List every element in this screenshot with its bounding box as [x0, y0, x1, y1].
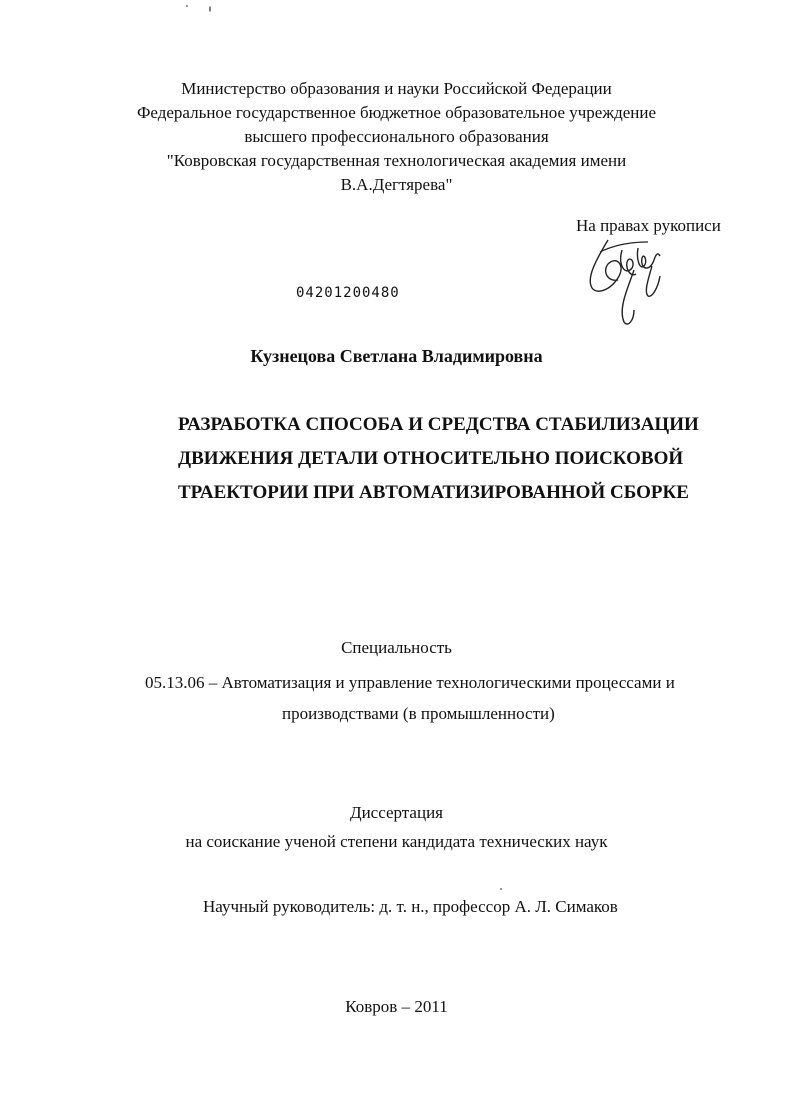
specialty-continuation-line: производствами (в промышленности) [282, 704, 555, 723]
degree-line: на соискание ученой степени кандидата технических наук [185, 832, 608, 851]
title-line: ДВИЖЕНИЯ ДЕТАЛИ ОТНОСИТЕЛЬНО ПОИСКОВОЙ [178, 448, 684, 469]
header-line-ministry: Министерство образования и науки Российской Федерации [181, 79, 612, 98]
title-line: РАЗРАБОТКА СПОСОБА И СРЕДСТВА СТАБИЛИЗАЦИИ [178, 414, 699, 435]
scan-speck [186, 5, 188, 7]
dissertation-label: Диссертация [349, 803, 443, 822]
scan-speck [209, 6, 211, 12]
signature-image [578, 230, 688, 330]
manuscript-note: На правах рукописи [576, 216, 721, 235]
header-line-education: высшего профессионального образования [244, 127, 549, 146]
header-line-academy-name: В.А.Дегтярева" [340, 175, 453, 194]
header-line-academy: "Ковровская государственная технологическая академия имени [166, 151, 627, 170]
specialty-label: Специальность [341, 638, 452, 657]
author-name: Кузнецова Светлана Владимировна [250, 346, 543, 366]
supervisor-line: Научный руководитель: д. т. н., профессор А. Л. Симаков [203, 897, 618, 916]
city-year: Ковров – 2011 [345, 997, 448, 1016]
dissertation-title [178, 408, 699, 510]
institution-header [0, 78, 793, 198]
scan-speck [500, 888, 502, 890]
catalog-number: 04201200480 [296, 285, 400, 301]
specialty-code-line: 05.13.06 – Автоматизация и управление технологическими процессами и [145, 673, 675, 692]
header-line-institution: Федеральное государственное бюджетное образовательное учреждение [136, 103, 657, 122]
title-line: ТРАЕКТОРИИ ПРИ АВТОМАТИЗИРОВАННОЙ СБОРКЕ [178, 482, 689, 503]
